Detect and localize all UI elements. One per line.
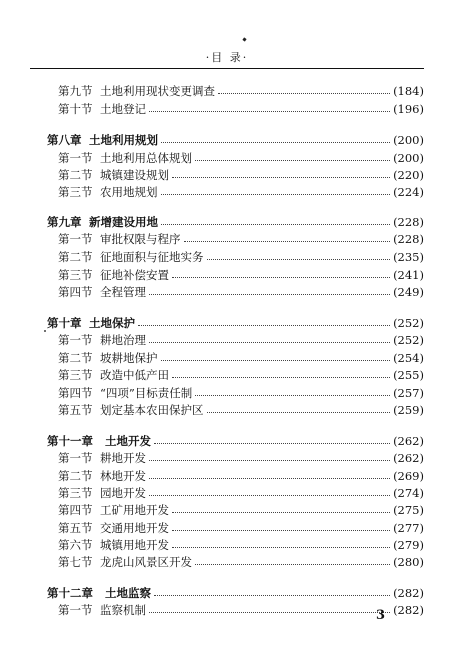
toc-entry-title: 耕地开发 [100, 451, 146, 465]
toc-entry-title: 征地面积与征地实务 [100, 250, 204, 264]
dot-leader [149, 342, 390, 343]
page-header [30, 52, 424, 68]
toc-section-entry [58, 149, 424, 165]
toc-entry-page: (269) [393, 469, 424, 483]
dot-leader [149, 111, 390, 112]
toc-entry-page: (228) [393, 215, 424, 229]
toc-entry-title: 监察机制 [100, 603, 146, 617]
toc-entry-title: 审批权限与程序 [100, 232, 181, 246]
toc-section-entry [58, 183, 424, 199]
toc-entry-page: (224) [393, 185, 424, 199]
toc-entry-label: 第八章 [47, 133, 82, 147]
toc-section-entry [58, 166, 424, 182]
toc-entry-title: 土地开发 [105, 434, 151, 448]
toc-entry-page: (196) [393, 102, 424, 116]
dot-leader [161, 360, 391, 361]
dot-leader [149, 612, 390, 613]
toc-entry-label: 第二节 [58, 351, 93, 365]
toc-entry-page: (257) [393, 386, 424, 400]
toc-entry-title: 土地监察 [105, 586, 151, 600]
toc-chapter-entry [47, 213, 424, 229]
toc-entry-label: 第四节 [58, 386, 93, 400]
header-title: ·目 录· [205, 51, 249, 64]
toc-entry-title: 土地利用规划 [89, 133, 158, 147]
toc-entry-page: (200) [393, 151, 424, 165]
toc-section-entry [58, 366, 424, 382]
toc-entry-title: 林地开发 [100, 469, 146, 483]
toc-entry-page: (254) [393, 351, 424, 365]
toc-chapter-entry [47, 314, 424, 330]
toc-entry-title: 新增建设用地 [89, 215, 158, 229]
toc-entry-title: 改造中低产田 [100, 368, 169, 382]
toc-section-entry [58, 248, 424, 264]
dot-leader [172, 547, 390, 548]
toc-entry-label: 第二节 [58, 469, 93, 483]
toc-section-entry [58, 82, 424, 98]
dot-leader [172, 277, 390, 278]
toc-section-entry [58, 601, 424, 617]
toc-entry-label: 第三节 [58, 185, 93, 199]
toc-entry-page: (235) [393, 250, 424, 264]
toc-entry-label: 第四节 [58, 503, 93, 517]
toc-section-entry [58, 349, 424, 365]
toc-entry-label: 第十章 [47, 316, 82, 330]
toc-entry-title: 坡耕地保护 [100, 351, 158, 365]
toc-section-entry [58, 536, 424, 552]
toc-chapter-entry [47, 131, 424, 147]
toc-entry-title: 土地利用总体规划 [100, 151, 192, 165]
toc-entry-label: 第三节 [58, 368, 93, 382]
toc-entry-label: 第七节 [58, 555, 93, 569]
toc-section-entry [58, 519, 424, 535]
dot-leader [149, 294, 390, 295]
toc-section-entry [58, 266, 424, 282]
toc-entry-title: 土地利用现状变更调查 [100, 84, 215, 98]
dot-leader [207, 259, 391, 260]
toc-section-entry [58, 553, 424, 569]
toc-entry-page: (200) [393, 133, 424, 147]
toc-entry-title: 全程管理 [100, 285, 146, 299]
header-rule [30, 68, 424, 69]
print-speck [44, 330, 46, 332]
toc-entry-page: (259) [393, 403, 424, 417]
toc-entry-label: 第五节 [58, 403, 93, 417]
toc-entry-label: 第二节 [58, 168, 93, 182]
dot-leader [195, 395, 390, 396]
toc-entry-title: 龙虎山风景区开发 [100, 555, 192, 569]
toc-entry-title: 园地开发 [100, 486, 146, 500]
toc-section-entry [58, 484, 424, 500]
toc-section-entry [58, 449, 424, 465]
toc-entry-title: 耕地治理 [100, 333, 146, 347]
toc-entry-title: 交通用地开发 [100, 521, 169, 535]
toc-entry-page: (262) [393, 451, 424, 465]
toc-entry-label: 第一节 [58, 151, 93, 165]
toc-chapter-entry [47, 432, 424, 448]
toc-entry-label: 第四节 [58, 285, 93, 299]
toc-entry-label: 第一节 [58, 451, 93, 465]
toc-entry-page: (277) [393, 521, 424, 535]
dot-leader [149, 460, 390, 461]
toc-entry-title: 土地登记 [100, 102, 146, 116]
toc-section-entry [58, 230, 424, 246]
toc-chapter-entry [47, 584, 424, 600]
toc-entry-page: (282) [393, 603, 424, 617]
toc-entry-title: 城镇用地开发 [100, 538, 169, 552]
toc-entry-page: (252) [393, 333, 424, 347]
dot-leader [218, 93, 390, 94]
toc-section-entry [58, 467, 424, 483]
dot-leader [172, 530, 390, 531]
print-speck [242, 37, 246, 41]
toc-entry-label: 第九章 [47, 215, 82, 229]
dot-leader [138, 325, 390, 326]
dot-leader [161, 194, 391, 195]
toc-entry-label: 第三节 [58, 268, 93, 282]
toc-entry-page: (249) [393, 285, 424, 299]
toc-entry-page: (279) [393, 538, 424, 552]
toc-entry-page: (241) [393, 268, 424, 282]
toc-entry-page: (275) [393, 503, 424, 517]
dot-leader [172, 377, 390, 378]
toc-section-entry [58, 501, 424, 517]
toc-entry-title: 征地补偿安置 [100, 268, 169, 282]
toc-entry-page: (262) [393, 434, 424, 448]
toc-entry-page: (252) [393, 316, 424, 330]
toc-entry-label: 第五节 [58, 521, 93, 535]
dot-leader [172, 512, 390, 513]
toc-entry-title: 土地保护 [89, 316, 135, 330]
toc-entry-label: 第十节 [58, 102, 93, 116]
toc-section-entry [58, 384, 424, 400]
toc-section-entry [58, 100, 424, 116]
dot-leader [207, 412, 391, 413]
dot-leader [149, 478, 390, 479]
toc-entry-label: 第一节 [58, 333, 93, 347]
dot-leader [154, 443, 390, 444]
toc-entry-title: “四项”目标责任制 [100, 386, 193, 400]
toc-entry-label: 第三节 [58, 486, 93, 500]
dot-leader [149, 495, 390, 496]
dot-leader [161, 142, 390, 143]
toc-entry-label: 第二节 [58, 250, 93, 264]
toc-entry-page: (228) [393, 232, 424, 246]
dot-leader [172, 177, 390, 178]
toc-section-entry [58, 283, 424, 299]
toc-section-entry [58, 401, 424, 417]
toc-entry-label: 第一节 [58, 603, 93, 617]
toc-entry-page: (282) [393, 586, 424, 600]
toc-entry-page: (280) [393, 555, 424, 569]
toc-entry-page: (184) [393, 84, 424, 98]
toc-entry-label: 第九节 [58, 84, 93, 98]
toc-entry-title: 划定基本农田保护区 [100, 403, 204, 417]
toc-entry-label: 第六节 [58, 538, 93, 552]
toc-entry-page: (274) [393, 486, 424, 500]
toc-entry-label: 第十二章 [47, 586, 93, 600]
toc-section-entry [58, 331, 424, 347]
dot-leader [184, 241, 391, 242]
dot-leader [161, 224, 390, 225]
toc-entry-label: 第十一章 [47, 434, 93, 448]
toc-entry-title: 城镇建设规划 [100, 168, 169, 182]
toc-entry-label: 第一节 [58, 232, 93, 246]
page-number: 3 [376, 608, 386, 623]
toc-entry-page: (220) [393, 168, 424, 182]
dot-leader [154, 595, 390, 596]
toc-entry-page: (255) [393, 368, 424, 382]
toc-entry-title: 工矿用地开发 [100, 503, 169, 517]
dot-leader [195, 160, 390, 161]
dot-leader [195, 564, 390, 565]
toc-entry-title: 农用地规划 [100, 185, 158, 199]
